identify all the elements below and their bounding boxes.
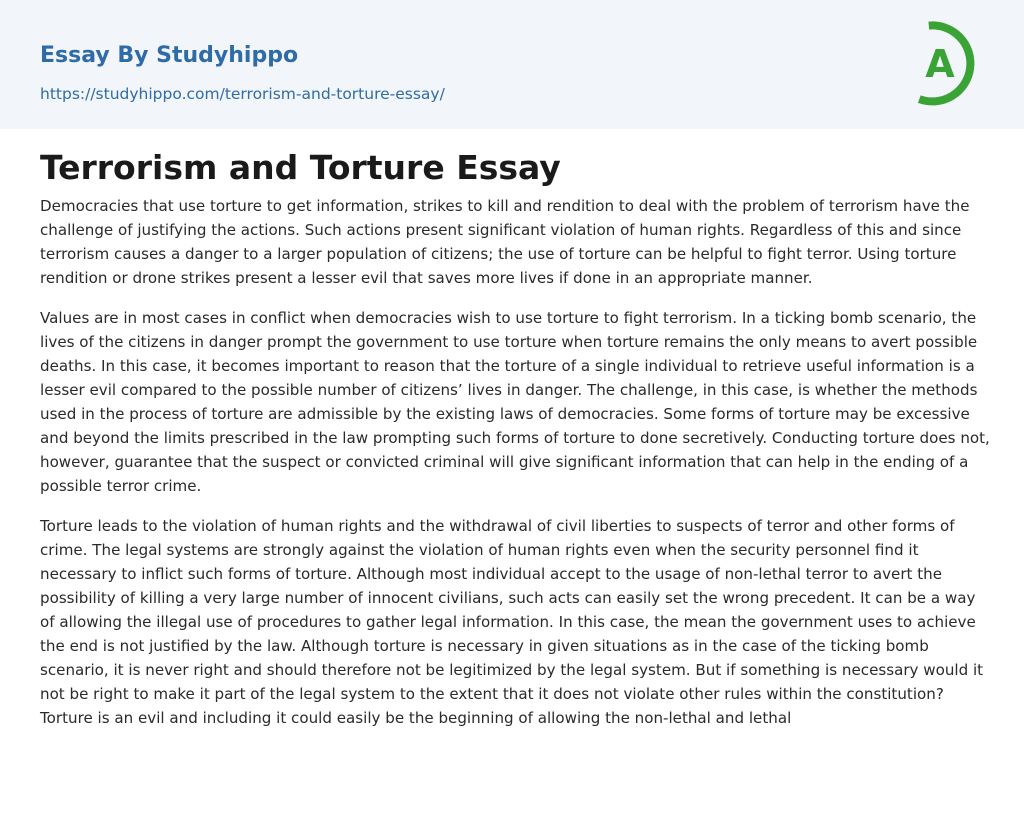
- page-title: Terrorism and Torture Essay: [40, 148, 561, 187]
- site-header: [0, 0, 1024, 129]
- essay-paragraph: Torture leads to the violation of human rights and the withdrawal of civil liberties to suspects of terror and other forms of crime. The legal systems are strongly against the violation of human rights even when the security personnel find it necessary to inflict such forms of torture. Although most individual accept to the usage of non-lethal terror to avert the possibility of killing a very large number of innocent civilians, such acts can easily set the wrong precedent. It can be a way of allowing the illegal use of procedures to gather legal information. In this case, the mean the government uses to achieve the end is not justified by the law. Although torture is necessary in given situations as in the case of the ticking bomb scenario, it is never right and should therefore not be legitimized by the legal system. But if something is necessary would it not be right to make it part of the legal system to the extent that it does not violate other rules within the constitution? Torture is an evil and including it could easily be the beginning of allowing the non-lethal and lethal: [40, 517, 984, 727]
- essay-paragraph: Democracies that use torture to get information, strikes to kill and rendition to deal with the problem of terrorism have the challenge of justifying the actions. Such actions present significant violation of human rights. Regardless of this and since terrorism causes a danger to a larger population of citizens; the use of torture can be helpful to fight terror. Using torture rendition or drone strikes present a lesser evil that saves more lives if done in an appropriate manner.: [40, 197, 970, 287]
- studyhippo-logo-icon[interactable]: [904, 16, 992, 108]
- essay-body: [40, 194, 992, 746]
- source-url-link[interactable]: https://studyhippo.com/terrorism-and-torture-essay/: [40, 85, 445, 103]
- brand-title[interactable]: Essay By Studyhippo: [40, 43, 299, 68]
- logo-letter: A: [925, 42, 955, 86]
- essay-paragraph: Values are in most cases in conflict when democracies wish to use torture to fight terrorism. In a ticking bomb scenario, the lives of the citizens in danger prompt the government to use torture when torture remains the only means to avert possible deaths. In this case, it becomes important to reason that the torture of a single individual to retrieve useful information is a lesser evil compared to the possible number of citizens’ lives in danger. The challenge, in this case, is whether the methods used in the process of torture are admissible by the existing laws of democracies. Some forms of torture may be excessive and beyond the limits prescribed in the law prompting such forms of torture to done secretively. Conducting torture does not, however, guarantee that the suspect or convicted criminal will give significant information that can help in the ending of a possible terror crime.: [40, 309, 990, 495]
